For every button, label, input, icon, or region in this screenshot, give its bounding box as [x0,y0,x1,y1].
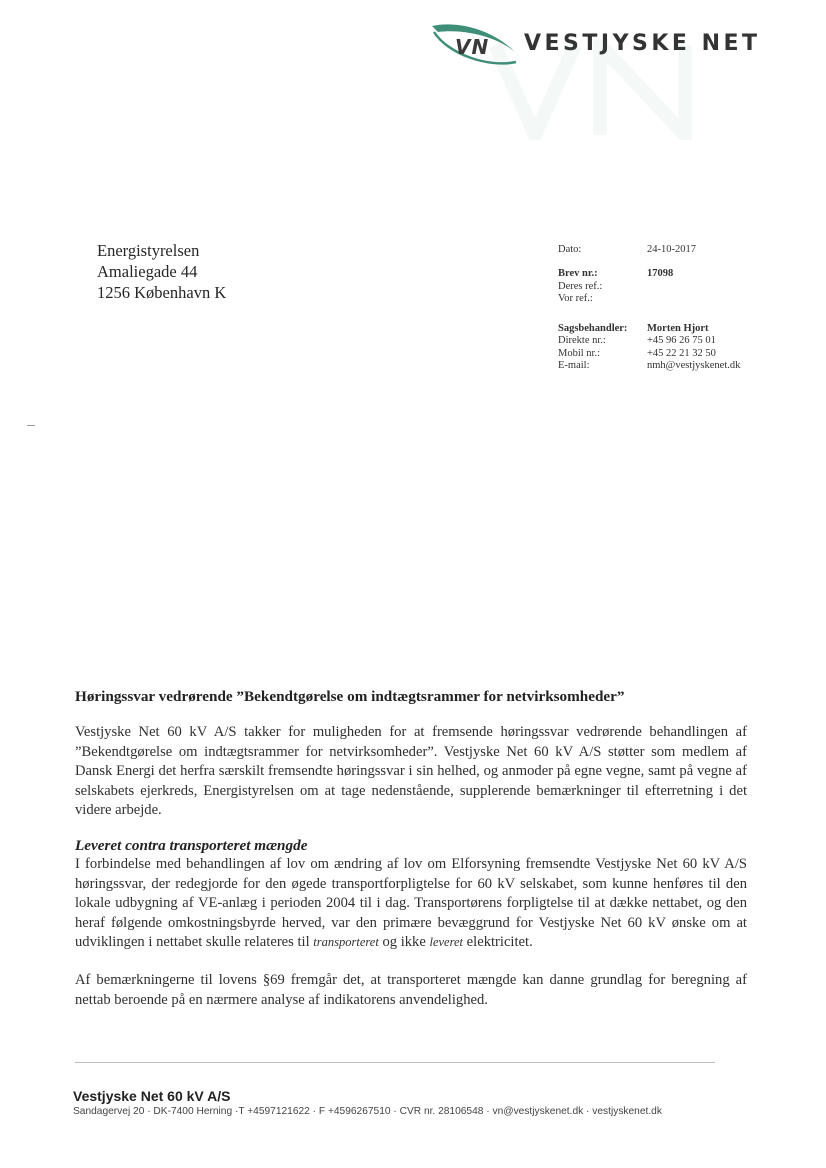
mobil-value: +45 22 21 32 50 [647,347,716,359]
paragraph-2-text-1: I forbindelse med behandlingen af lov om ændring af lov om Elforsyning fremsendte Vestjyske Net 60 kV A/S høringssvar, der redegjorde for den øgede transportforpligtelse for 60 kV selskabet, som kunne henføres til den lokale udbygning af VE-anlæg i perioden 2004 til i dag. Transportørens forpligtelse til at dække nettabet, og den heraf følgende omkostningsbyrde herved, var den primære bevæggrund for Vestjyske Net 60 kV ønske om at udviklingen i nettabet skulle relateres til [75,856,747,950]
footer-address: Sandagervej 20 · DK-7400 Herning ·T +4597121622 · F +4596267510 · CVR nr. 28106548 · vn@vestjyskenet.dk · vestjyskenet.dk [73,1106,662,1117]
brev-label: Brev nr.: [558,268,598,280]
mobil-label: Mobil nr.: [558,347,601,359]
deres-label: Deres ref.: [558,280,603,292]
recipient-street: Amaliegade 44 [97,262,198,281]
footer-divider [75,1062,715,1063]
paragraph-2-text-3: elektricitet. [463,934,533,950]
recipient-address [97,240,226,303]
sagsbehandler-label: Sagsbehandler: [558,323,628,335]
paragraph-2-text-2: og ikke [378,934,430,950]
sagsbehandler-value: Morten Hjort [647,323,709,335]
paragraph-1: Vestjyske Net 60 kV A/S takker for muligheden for at fremsende høringssvar vedrørende behandlingen af ”Bekendtgørelse om indtægtsrammer for netvirksomheder”. Vestjyske Net 60 kV A/S støtter som medlem af Dansk Energi det herfra særskilt fremsendte høringssvar i sin helhed, og anmoder på egne vegne, samt på vegne af selskabets ejerkreds, Energistyrelsen om at tage nedenstående, supplerende bemærkninger til efterretning i det videre arbejde. [75,724,747,818]
logo-name: VESTJYSKE NET [524,31,761,56]
dato-value: 24-10-2017 [647,244,696,255]
paragraph-3: Af bemærkningerne til lovens §69 fremgår det, at transporteret mængde kan danne grundlag for beregning af nettab beroende på en nærmere analyse af indikatorens anvendelighed. [75,972,747,1008]
section-subheading: Leveret contra transporteret mængde [75,837,308,854]
email-value[interactable]: nmh@vestjyskenet.dk [647,360,741,372]
logo-mark: VN [455,35,490,59]
dato-label: Dato: [558,244,582,255]
email-label: E-mail: [558,360,590,372]
direkte-label: Direkte nr.: [558,335,606,347]
letter-heading: Høringssvar vedrørende ”Bekendtgørelse om indtægtsrammer for netvirksomheder” [75,688,625,705]
vn-watermark-icon [490,40,700,140]
recipient-city: 1256 København K [97,283,227,302]
recipient-name: Energistyrelsen [97,241,200,260]
fold-mark [27,425,35,426]
footer-company: Vestjyske Net 60 kV A/S [73,1088,231,1104]
brev-value: 17098 [647,268,674,280]
vor-label: Vor ref.: [558,292,593,304]
paragraph-2-italic-transporteret: transporteret [313,935,379,949]
direkte-value: +45 96 26 75 01 [647,335,716,347]
paragraph-2 [75,855,747,953]
paragraph-2-italic-leveret: leveret [429,935,464,949]
